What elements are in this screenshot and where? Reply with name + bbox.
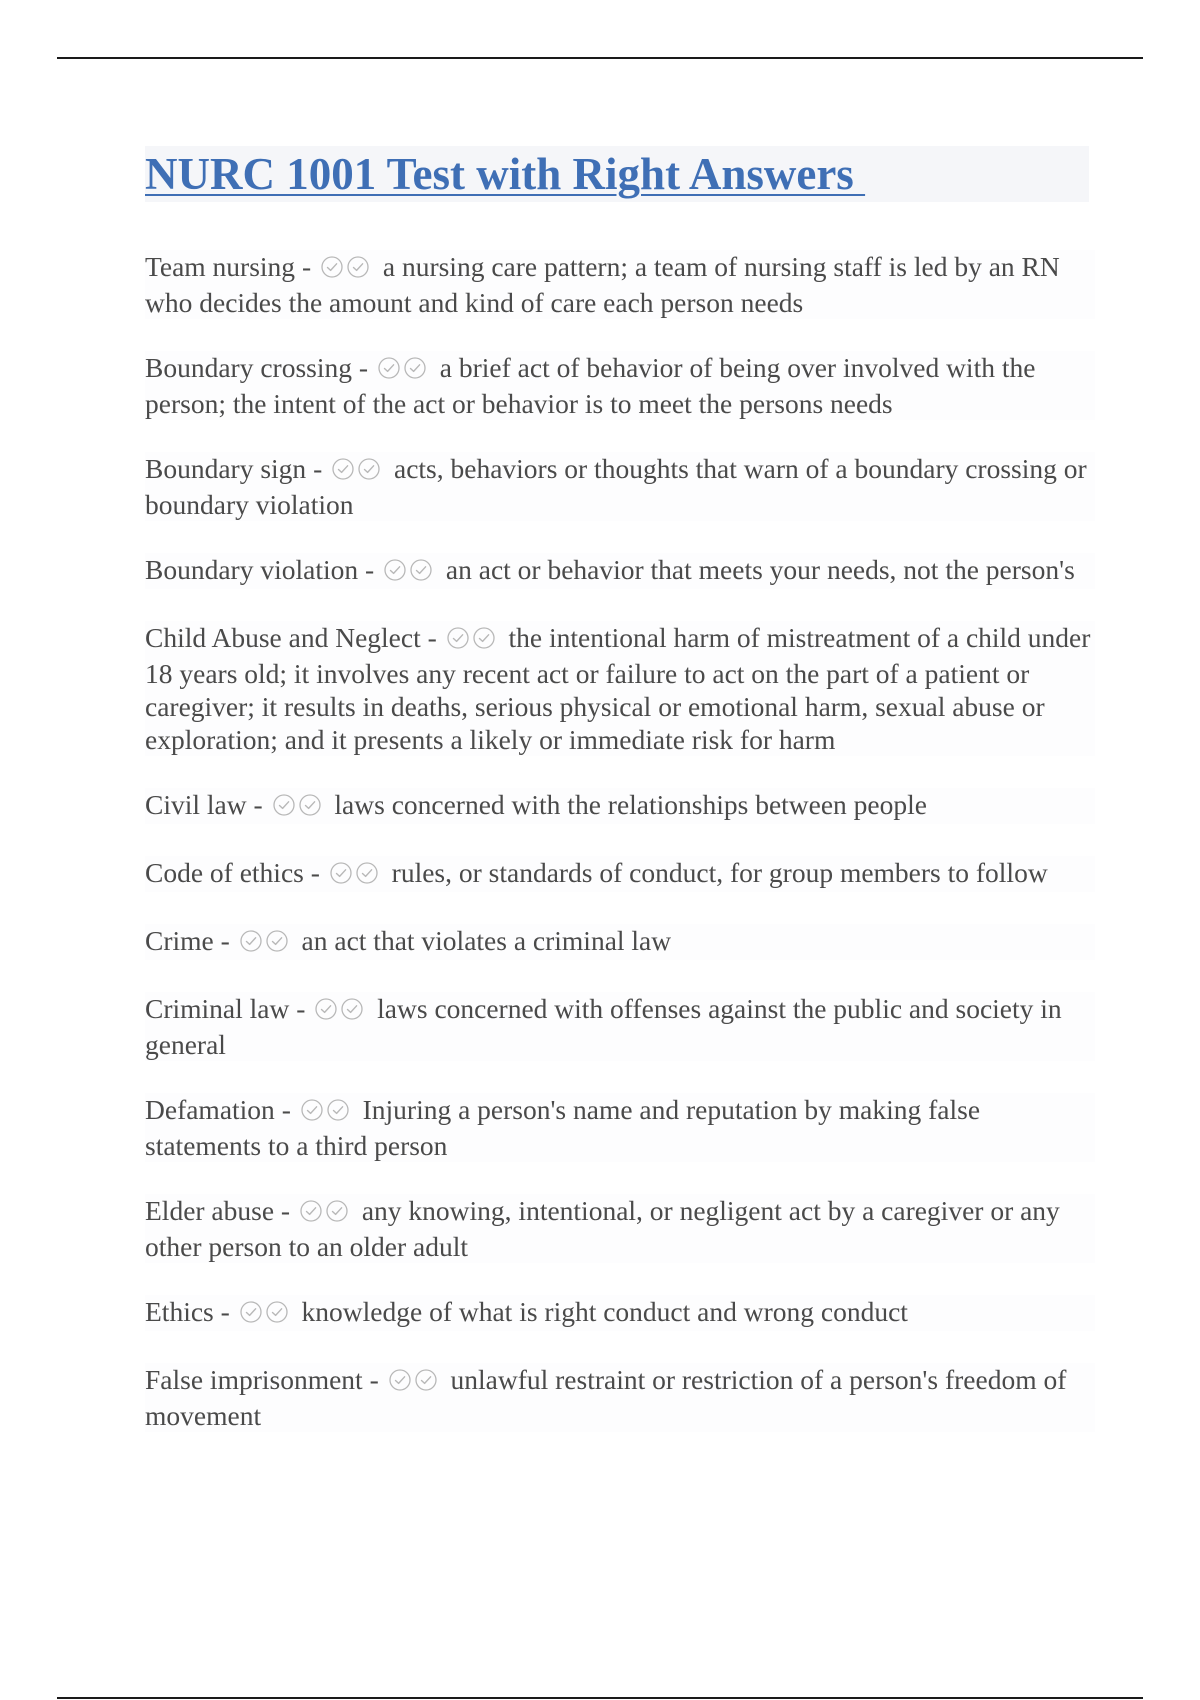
entry-term: Elder abuse: [145, 1195, 275, 1226]
entry-separator: -: [313, 453, 323, 484]
entry-definition: a nursing care pattern; a team of nursing staff is led by an RN who decides the amount and kind of care each person needs: [145, 251, 1060, 318]
check-circle-icon: [383, 558, 407, 582]
entry-separator: -: [358, 352, 369, 383]
entry-term: Child Abuse and Neglect: [145, 622, 421, 653]
check-circle-icon: [239, 929, 263, 953]
entry-term: Criminal law: [145, 993, 290, 1024]
entry-definition: laws concerned with the relationships between people: [334, 789, 927, 820]
entry-separator: -: [220, 1296, 230, 1327]
entry-list: [145, 250, 1095, 1464]
answer-marker: [446, 624, 498, 657]
answer-marker: [329, 859, 381, 892]
entry-term: Team nursing: [145, 251, 296, 282]
check-circle-icon: [300, 1098, 324, 1122]
entry-separator: -: [301, 251, 312, 282]
answer-marker: [320, 253, 372, 286]
entry-term: Boundary crossing: [145, 352, 352, 383]
page-title: NURC 1001 Test with Right Answers: [145, 149, 866, 199]
list-item: [145, 856, 1095, 892]
entry-term: False imprisonment: [145, 1364, 363, 1395]
check-circle-icon: [314, 997, 338, 1021]
check-circle-icon: [299, 1199, 323, 1223]
entry-definition: rules, or standards of conduct, for group members to follow: [391, 857, 1048, 888]
entry-term: Ethics: [145, 1296, 214, 1327]
check-circle-icon: [414, 1368, 438, 1392]
entry-separator: -: [253, 789, 263, 820]
check-circle-icon: [326, 1098, 350, 1122]
answer-marker: [272, 791, 324, 824]
answer-marker: [299, 1197, 351, 1230]
entry-term: Boundary violation: [145, 554, 359, 585]
entry-definition: an act that violates a criminal law: [301, 925, 672, 956]
entry-separator: -: [280, 1195, 291, 1226]
check-circle-icon: [346, 255, 370, 279]
check-circle-icon: [388, 1368, 412, 1392]
list-item: [145, 1093, 1095, 1162]
entry-term: Boundary sign: [145, 453, 307, 484]
answer-marker: [388, 1366, 440, 1399]
check-circle-icon: [331, 457, 355, 481]
entry-definition: unlawful restraint or restriction of a person's freedom of movement: [145, 1364, 1067, 1431]
entry-definition: Injuring a person's name and reputation by making false statements to a third person: [145, 1094, 981, 1161]
entry-definition: acts, behaviors or thoughts that warn of a boundary crossing or boundary violation: [145, 453, 1087, 520]
list-item: [145, 452, 1095, 521]
answer-marker: [383, 556, 435, 589]
check-circle-icon: [239, 1300, 263, 1324]
answer-marker: [300, 1096, 352, 1129]
entry-separator: -: [220, 925, 230, 956]
list-item: [145, 250, 1095, 319]
list-item: [145, 992, 1095, 1061]
check-circle-icon: [403, 356, 427, 380]
entry-term: Defamation: [145, 1094, 275, 1125]
list-item: [145, 351, 1095, 420]
list-item: [145, 788, 1095, 824]
check-circle-icon: [409, 558, 433, 582]
entry-separator: -: [364, 554, 375, 585]
check-circle-icon: [446, 626, 470, 650]
entry-separator: -: [310, 857, 320, 888]
answer-marker: [377, 354, 429, 387]
check-circle-icon: [325, 1199, 349, 1223]
check-circle-icon: [340, 997, 364, 1021]
entry-term: Civil law: [145, 789, 247, 820]
answer-marker: [314, 995, 366, 1028]
entry-separator: -: [296, 993, 306, 1024]
entry-definition: knowledge of what is right conduct and wrong conduct: [301, 1296, 908, 1327]
check-circle-icon: [320, 255, 344, 279]
list-item: [145, 621, 1095, 756]
list-item: [145, 1194, 1095, 1263]
check-circle-icon: [298, 793, 322, 817]
list-item: [145, 1363, 1095, 1432]
entry-definition: laws concerned with offenses against the public and society in general: [145, 993, 1062, 1060]
answer-marker: [239, 927, 291, 960]
entry-definition: an act or behavior that meets your needs, not the person's: [445, 554, 1075, 585]
check-circle-icon: [472, 626, 496, 650]
entry-separator: -: [281, 1094, 291, 1125]
entry-term: Crime: [145, 925, 214, 956]
check-circle-icon: [272, 793, 296, 817]
list-item: [145, 1295, 1095, 1331]
entry-separator: -: [369, 1364, 379, 1395]
entry-definition: any knowing, intentional, or negligent act by a caregiver or any other person to an older adult: [145, 1195, 1060, 1262]
top-rule: [57, 57, 1143, 59]
list-item: [145, 924, 1095, 960]
bottom-rule: [57, 1697, 1143, 1699]
entry-definition: the intentional harm of mistreatment of a child under 18 years old; it involves any recent act or failure to act on the part of a patient or caregiver; it results in deaths, serious physical or emotional harm, sexual abuse or exploration; and it presents a likely or immediate risk for harm: [145, 622, 1091, 755]
entry-separator: -: [427, 622, 437, 653]
entry-definition: a brief act of behavior of being over involved with the person; the intent of the act or behavior is to meet the persons needs: [145, 352, 1036, 419]
check-circle-icon: [355, 861, 379, 885]
check-circle-icon: [377, 356, 401, 380]
answer-marker: [239, 1298, 291, 1331]
entry-term: Code of ethics: [145, 857, 304, 888]
check-circle-icon: [357, 457, 381, 481]
check-circle-icon: [329, 861, 353, 885]
check-circle-icon: [265, 929, 289, 953]
check-circle-icon: [265, 1300, 289, 1324]
list-item: [145, 553, 1095, 589]
answer-marker: [331, 455, 383, 488]
